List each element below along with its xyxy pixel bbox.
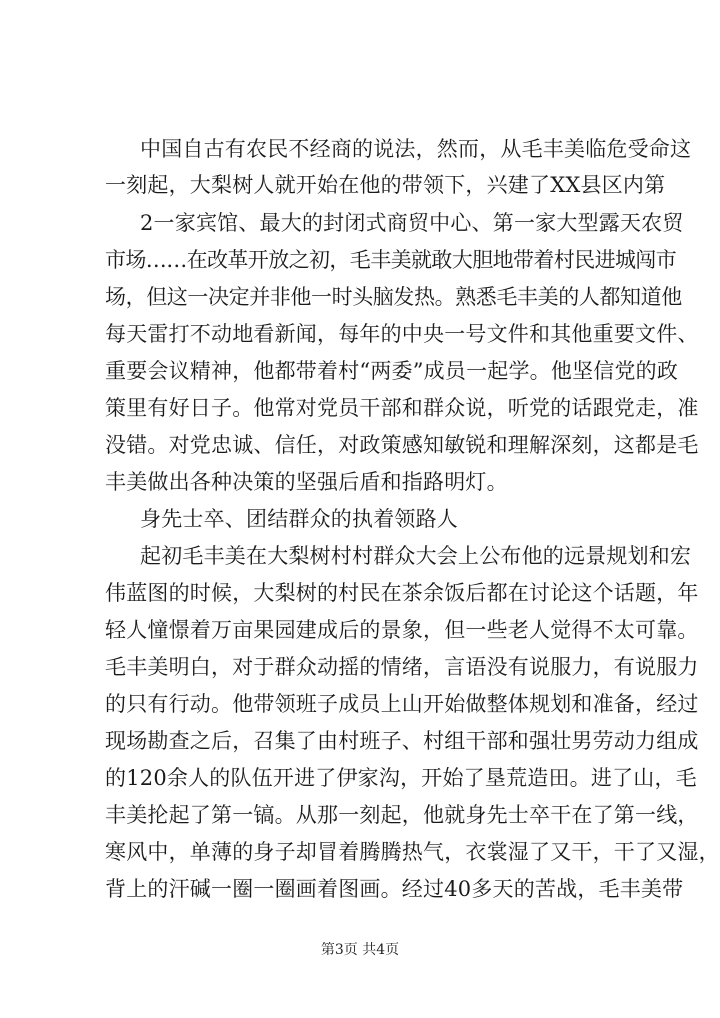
text-line: 场，但这一决定并非他一时头脑发热。熟悉毛丰美的人都知道他 [105,285,682,309]
text-line: 市场……在改革开放之初，毛丰美就敢大胆地带着村民进城闯市 [105,248,677,272]
text-line: 背上的汗碱一圈一圈画着图画。经过40多天的苦战，毛丰美带 [105,877,684,901]
section-heading: 身先士卒、团结群众的执着领路人 [140,507,458,531]
text-line: 中国自古有农民不经商的说法，然而，从毛丰美临危受命这 [140,137,692,161]
page-number-footer: 第3页 共4页 [320,942,400,958]
text-line: 伟蓝图的时候，大梨树的村民在茶余饭后都在讨论这个话题，年 [105,581,699,605]
text-line: 轻人憧憬着万亩果园建成后的景象，但一些老人觉得不太可靠。 [105,618,699,642]
text-line: 一刻起，大梨树人就开始在他的带领下，兴建了XX县区内第 [105,173,666,197]
text-line: 丰美抡起了第一镐。从那一刻起，他就身先士卒干在了第一线， [105,803,699,827]
text-line: 丰美做出各种决策的坚强后盾和指路明灯。 [105,470,508,494]
text-line: 2一家宾馆、最大的封闭式商贸中心、第一家大型露天农贸 [140,211,684,235]
text-line: 起初毛丰美在大梨树村村群众大会上公布他的远景规划和宏 [140,544,692,568]
text-line: 重要会议精神，他都带着村“两委”成员一起学。他坚信党的政 [105,359,679,383]
text-line: 毛丰美明白，对于群众动摇的情绪，言语没有说服力，有说服力 [105,655,699,679]
text-line: 的只有行动。他带领班子成员上山开始做整体规划和准备，经过 [105,692,699,716]
text-line: 现场勘查之后，召集了由村班子、村组干部和强壮男劳动力组成 [105,729,699,753]
text-line: 策里有好日子。他常对党员干部和群众说，听党的话跟党走，准 [105,396,699,420]
text-line: 每天雷打不动地看新闻，每年的中央一号文件和其他重要文件、 [105,322,699,346]
text-line: 寒风中，单薄的身子却冒着腾腾热气，衣裳湿了又干，干了又湿， [105,840,720,864]
text-line: 没错。对党忠诚、信任，对政策感知敏锐和理解深刻，这都是毛 [105,433,699,457]
text-line: 的120余人的队伍开进了伊家沟，开始了垦荒造田。进了山，毛 [105,766,697,790]
